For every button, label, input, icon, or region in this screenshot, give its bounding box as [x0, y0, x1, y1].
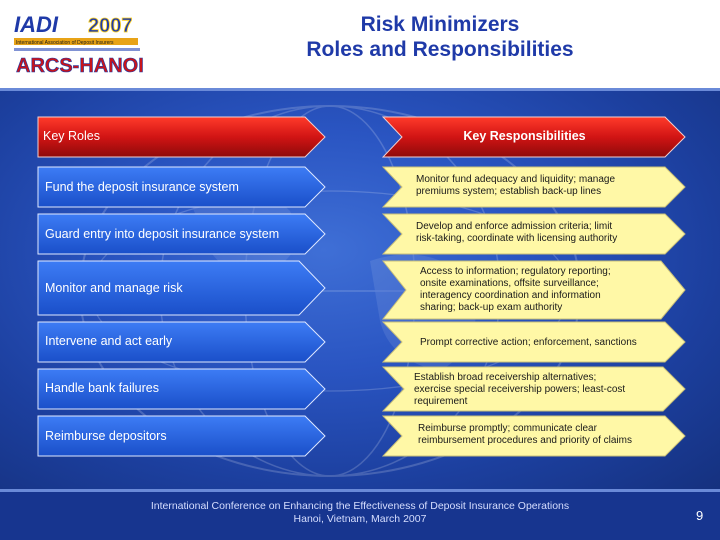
role-arrow-intervene — [37, 321, 327, 363]
logo-brand: IADI — [14, 12, 58, 37]
page-number: 9 — [696, 508, 704, 523]
resp-arrow-fund — [382, 166, 687, 208]
resp-text: Monitor fund adequacy and liquidity; manage premiums system; establish back-up lines — [416, 174, 616, 197]
role-label: Reimburse depositors — [45, 429, 167, 443]
title-line-2: Roles and Responsibilities — [306, 38, 574, 61]
resp-arrow-intervene — [382, 321, 687, 363]
iadi-logo — [8, 8, 158, 80]
key-roles-header — [37, 116, 327, 158]
resp-arrow-bank-failures — [382, 366, 687, 412]
resp-text: Prompt corrective action; enforcement, sanctions — [420, 337, 637, 348]
resp-arrow-guard-entry — [382, 213, 687, 255]
footer-conference: International Conference on Enhancing the Effectiveness of Deposit Insurance Operations — [150, 500, 570, 512]
role-label: Fund the deposit insurance system — [45, 180, 239, 194]
resp-text: Develop and enforce admission criteria; limit risk-taking, coordinate with licensing authority — [416, 221, 618, 244]
role-arrow-guard-entry — [37, 213, 327, 255]
footer-text — [130, 500, 590, 526]
key-roles-label: Key Roles — [43, 129, 100, 143]
key-responsibilities-header — [382, 116, 687, 158]
slide-header — [0, 0, 720, 88]
role-label: Handle bank failures — [45, 381, 159, 395]
footer-divider — [0, 489, 720, 492]
resp-text: Establish broad receivership alternatives; exercise special receivership powers; least-cost requirement — [414, 372, 626, 407]
role-arrow-monitor-risk — [37, 260, 327, 316]
key-responsibilities-label: Key Responsibilities — [463, 129, 586, 143]
role-label: Intervene and act early — [45, 334, 173, 348]
title-line-1: Risk Minimizers — [360, 13, 520, 36]
page-title — [160, 12, 720, 62]
logo-tagline: International Association of Deposit Insurers — [16, 40, 114, 46]
role-label: Monitor and manage risk — [45, 281, 183, 295]
logo-city: ARCS-HANOI — [16, 55, 144, 77]
resp-text: Access to information; regulatory reporting; onsite examinations, offsite surveillance; interagency coordination and information sharing; back-up exam authority — [420, 266, 611, 313]
role-label: Guard entry into deposit insurance system — [45, 227, 280, 241]
footer-location: Hanoi, Vietnam, March 2007 — [293, 513, 427, 525]
resp-text: Reimburse promptly; communicate clear reimbursement procedures and priority of claims — [418, 423, 632, 446]
logo-year: 2007 — [88, 15, 133, 37]
role-arrow-reimburse — [37, 415, 327, 457]
resp-arrow-reimburse — [382, 415, 687, 457]
role-arrow-bank-failures — [37, 368, 327, 410]
role-arrow-fund — [37, 166, 327, 208]
resp-arrow-monitor-risk — [382, 260, 687, 320]
